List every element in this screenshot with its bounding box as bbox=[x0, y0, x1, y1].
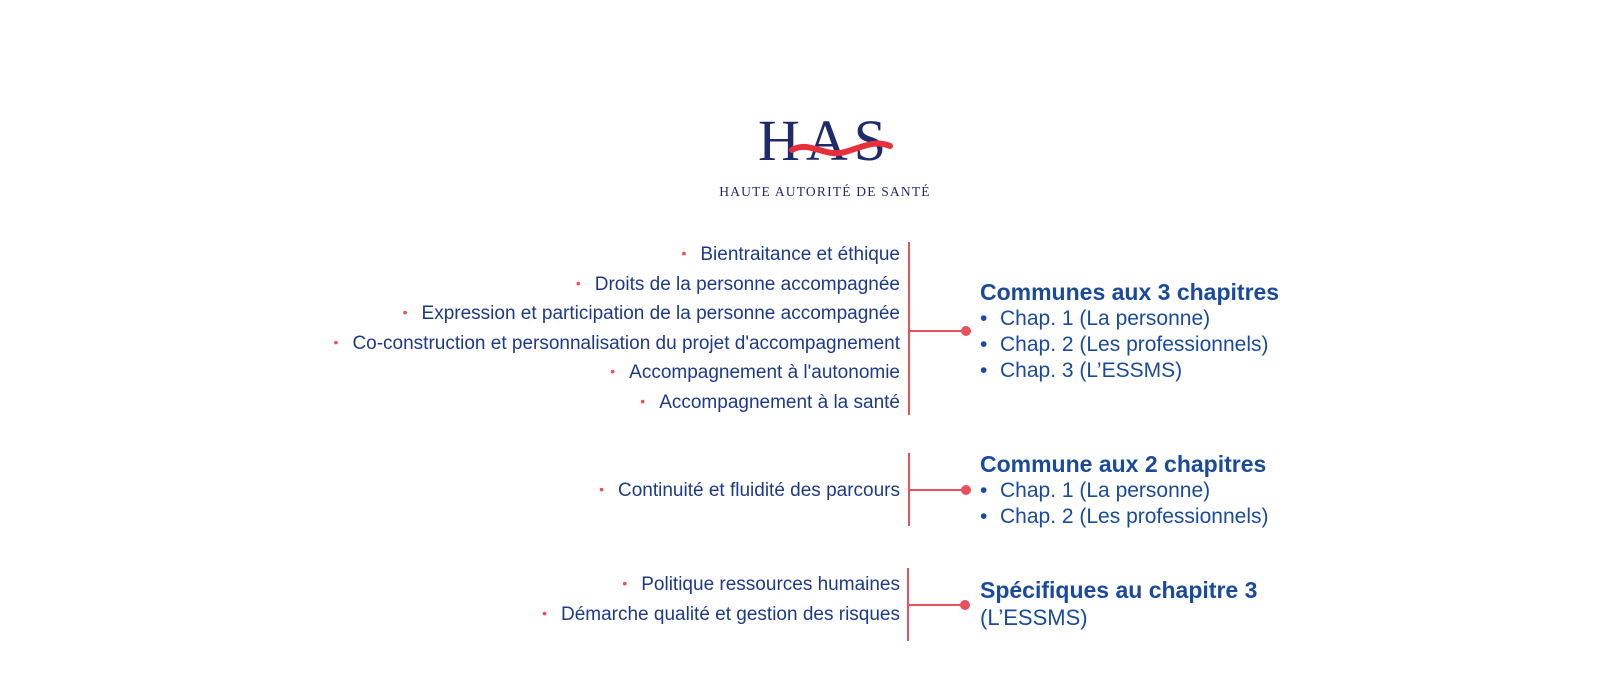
bullet-icon: • bbox=[610, 363, 616, 379]
bullet-icon: • bbox=[402, 304, 408, 320]
chapter-item bbox=[980, 332, 1279, 358]
bullet-icon: • bbox=[333, 333, 339, 350]
bullet-icon: • bbox=[640, 392, 646, 409]
chapter-item bbox=[980, 478, 1268, 504]
has-logo bbox=[700, 100, 950, 210]
chapter-label: Chap. 1 (La personne) bbox=[1000, 307, 1211, 330]
item-label: Politique ressources humaines bbox=[641, 574, 900, 595]
group-3-connector bbox=[909, 604, 963, 606]
group-1-chapter-list bbox=[980, 306, 1279, 384]
chapter-item bbox=[980, 504, 1268, 530]
chapter-label: Chap. 3 (L’ESSMS) bbox=[1000, 359, 1183, 382]
item-label: Expression et participation de la personne accompagnée bbox=[421, 303, 900, 324]
group-2-description bbox=[980, 450, 1268, 530]
list-item bbox=[599, 476, 900, 506]
has-logo-mark bbox=[700, 100, 950, 180]
item-label: Bientraitance et éthique bbox=[700, 244, 900, 265]
list-item bbox=[542, 600, 900, 630]
chapter-label: Chap. 2 (Les professionnels) bbox=[1000, 505, 1269, 528]
group-2-connector-dot bbox=[961, 485, 971, 495]
item-label: Droits de la personne accompagnée bbox=[594, 273, 900, 295]
bullet-icon: • bbox=[980, 479, 988, 502]
bullet-icon: • bbox=[980, 307, 988, 330]
group-1-connector-dot bbox=[961, 326, 971, 336]
list-item bbox=[334, 388, 900, 418]
item-label: Démarche qualité et gestion des risques bbox=[560, 603, 900, 625]
group-3-connector-dot bbox=[960, 600, 970, 610]
group-3-description bbox=[980, 576, 1257, 632]
item-label: Accompagnement à l'autonomie bbox=[629, 362, 900, 383]
bullet-icon: • bbox=[681, 245, 687, 261]
item-label: Continuité et fluidité des parcours bbox=[618, 480, 900, 501]
group-3-title: Spécifiques au chapitre 3 bbox=[980, 577, 1258, 603]
item-label: Accompagnement à la santé bbox=[659, 391, 900, 413]
group-1-bracket bbox=[908, 242, 910, 415]
logo-letters: HAS bbox=[757, 108, 893, 173]
chapter-item bbox=[980, 306, 1279, 332]
list-item bbox=[334, 329, 900, 359]
bullet-icon: • bbox=[542, 604, 547, 621]
group-3-items bbox=[542, 570, 900, 629]
chapter-label: Chap. 1 (La personne) bbox=[1000, 479, 1211, 502]
chapter-label: Chap. 2 (Les professionnels) bbox=[1000, 333, 1269, 356]
list-item bbox=[542, 570, 900, 600]
group-2-items bbox=[599, 476, 900, 506]
bullet-icon: • bbox=[575, 274, 581, 291]
group-1-title: Communes aux 3 chapitres bbox=[980, 279, 1280, 305]
list-item bbox=[334, 299, 900, 329]
bullet-icon: • bbox=[980, 359, 988, 382]
group-2-chapter-list bbox=[980, 478, 1268, 530]
bullet-icon: • bbox=[622, 575, 628, 591]
group-1-items bbox=[334, 240, 900, 417]
bullet-icon: • bbox=[980, 333, 988, 356]
logo-tagline: HAUTE AUTORITÉ DE SANTÉ bbox=[719, 184, 931, 199]
group-1-connector bbox=[910, 330, 964, 332]
list-item bbox=[334, 358, 900, 388]
list-item bbox=[334, 270, 900, 300]
group-2-title: Commune aux 2 chapitres bbox=[980, 451, 1267, 477]
chapter-item bbox=[980, 358, 1279, 384]
group-1-description bbox=[980, 278, 1279, 384]
list-item bbox=[334, 240, 900, 270]
group-2-connector bbox=[910, 489, 964, 491]
bullet-icon: • bbox=[599, 481, 604, 497]
group-3-subtitle: (L’ESSMS) bbox=[980, 605, 1088, 630]
bullet-icon: • bbox=[980, 505, 988, 528]
item-label: Co-construction et personnalisation du projet d'accompagnement bbox=[352, 332, 900, 354]
